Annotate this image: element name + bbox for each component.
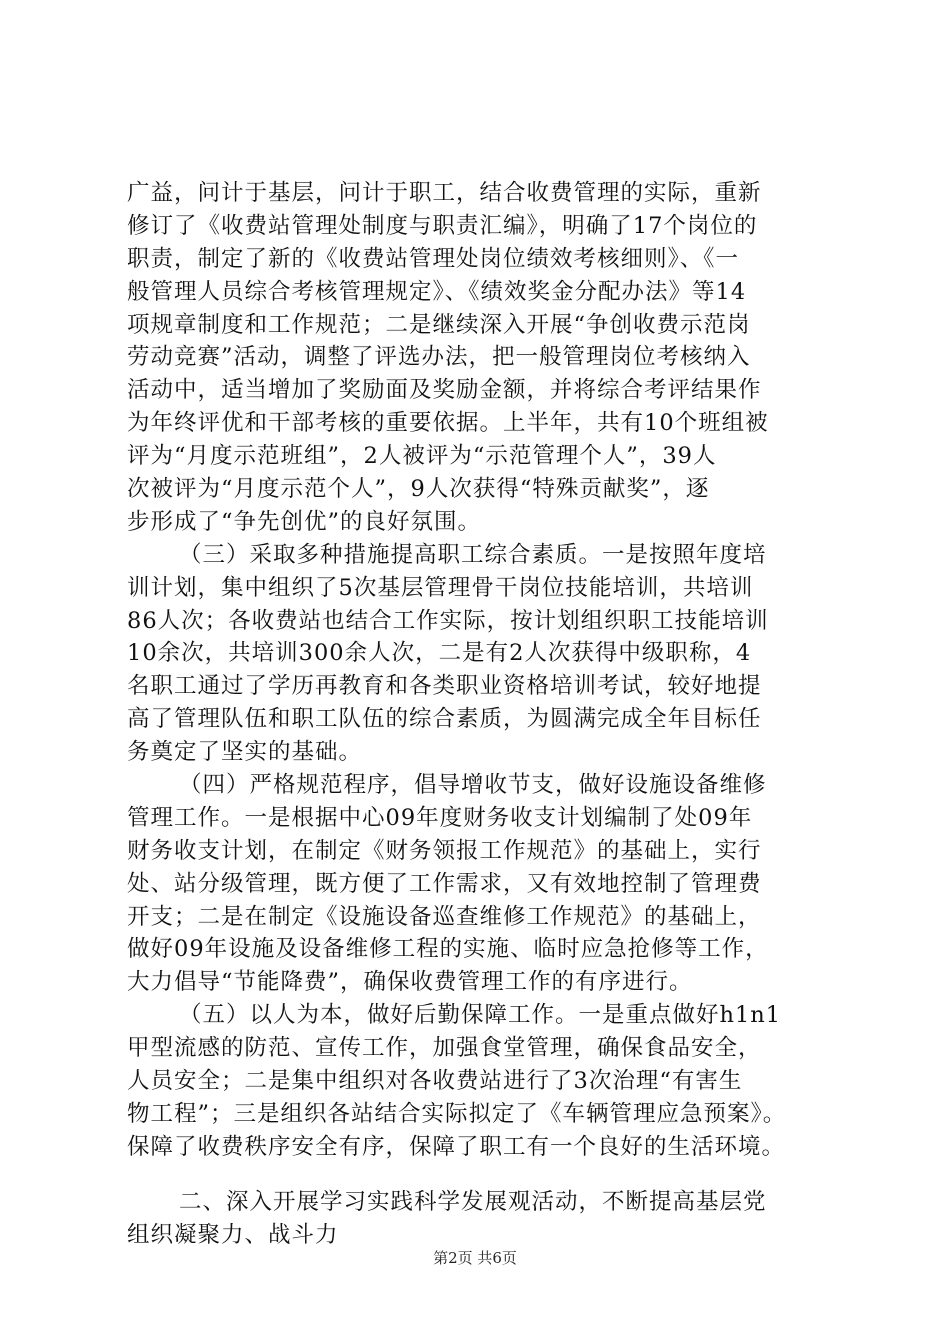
text-line: 甲型流感的防范、宣传工作，加强食堂管理，确保食品安全， <box>127 1035 762 1062</box>
section-5-heading-line: （五）以人为本，做好后勤保障工作。一是重点做好h1n1 <box>179 1002 782 1029</box>
text-line: 广益，问计于基层，问计于职工，结合收费管理的实际，重新 <box>127 180 762 206</box>
text-line: 务奠定了坚实的基础。 <box>127 739 363 766</box>
section-4-heading-line: （四）严格规范程序，倡导增收节支，做好设施设备维修 <box>179 772 767 799</box>
text-line: 管理工作。一是根据中心09年度财务收支计划编制了处09年 <box>127 804 753 831</box>
text-line: 项规章制度和工作规范；二是继续深入开展“争创收费示范岗 <box>127 311 751 338</box>
text-line: 劳动竞赛”活动，调整了评选办法，把一般管理岗位考核纳入 <box>127 344 751 371</box>
text-line: 保障了收费秩序安全有序，保障了职工有一个良好的生活环境。 <box>127 1133 786 1160</box>
text-line: 高了管理队伍和职工队伍的综合素质，为圆满完成全年目标任 <box>127 706 762 733</box>
text-line: 开支；二是在制定《设施设备巡查维修工作规范》的基础上， <box>127 903 762 930</box>
text-line: 处、站分级管理，既方便了工作需求，又有效地控制了管理费 <box>127 870 762 897</box>
text-line: 步形成了“争先创优”的良好氛围。 <box>127 508 482 535</box>
text-line: 次被评为“月度示范个人”，9人次获得“特殊贡献奖”，逐 <box>127 476 710 503</box>
text-line: 大力倡导“节能降费”，确保收费管理工作的有序进行。 <box>127 969 693 996</box>
document-body <box>127 177 842 1252</box>
text-line: 般管理人员综合考核管理规定》、《绩效奖金分配办法》等14 <box>127 278 747 305</box>
part-2-heading-line: 二、深入开展学习实践科学发展观活动，不断提高基层党 <box>179 1188 767 1215</box>
text-line: 组织凝聚力、战斗力 <box>127 1221 339 1248</box>
text-line: 86人次；各收费站也结合工作实际，按计划组织职工技能培训 <box>127 607 769 634</box>
text-line: 做好09年设施及设备维修工程的实施、临时应急抢修等工作， <box>127 936 769 963</box>
page-footer: 第2页 共6页 <box>433 1249 517 1267</box>
text-line: 人员安全；二是集中组织对各收费站进行了3次治理“有害生 <box>127 1068 743 1095</box>
text-line: 为年终评优和干部考核的重要依据。上半年，共有10个班组被 <box>127 410 769 437</box>
text-line: 财务收支计划，在制定《财务领报工作规范》的基础上，实行 <box>127 837 762 864</box>
text-line: 名职工通过了学历再教育和各类职业资格培训考试，较好地提 <box>127 673 762 700</box>
text-line: 物工程”；三是组织各站结合实际拟定了《车辆管理应急预案》。 <box>127 1100 787 1127</box>
text-line: 职责，制定了新的《收费站管理处岗位绩效考核细则》、《一 <box>127 245 740 272</box>
section-3-heading-line: （三）采取多种措施提高职工综合素质。一是按照年度培 <box>179 541 767 568</box>
text-line: 评为“月度示范班组”，2人被评为“示范管理个人”，39人 <box>127 443 717 470</box>
text-line: 10余次，共培训300余人次，二是有2人次获得中级职称，4 <box>127 640 752 667</box>
text-line: 活动中，适当增加了奖励面及奖励金额，并将综合考评结果作 <box>127 377 762 404</box>
text-line: 训计划，集中组织了5次基层管理骨干岗位技能培训，共培训 <box>127 574 754 601</box>
text-line: 修订了《收费站管理处制度与职责汇编》，明确了17个岗位的 <box>127 212 758 239</box>
paragraph-gap <box>127 1164 842 1186</box>
